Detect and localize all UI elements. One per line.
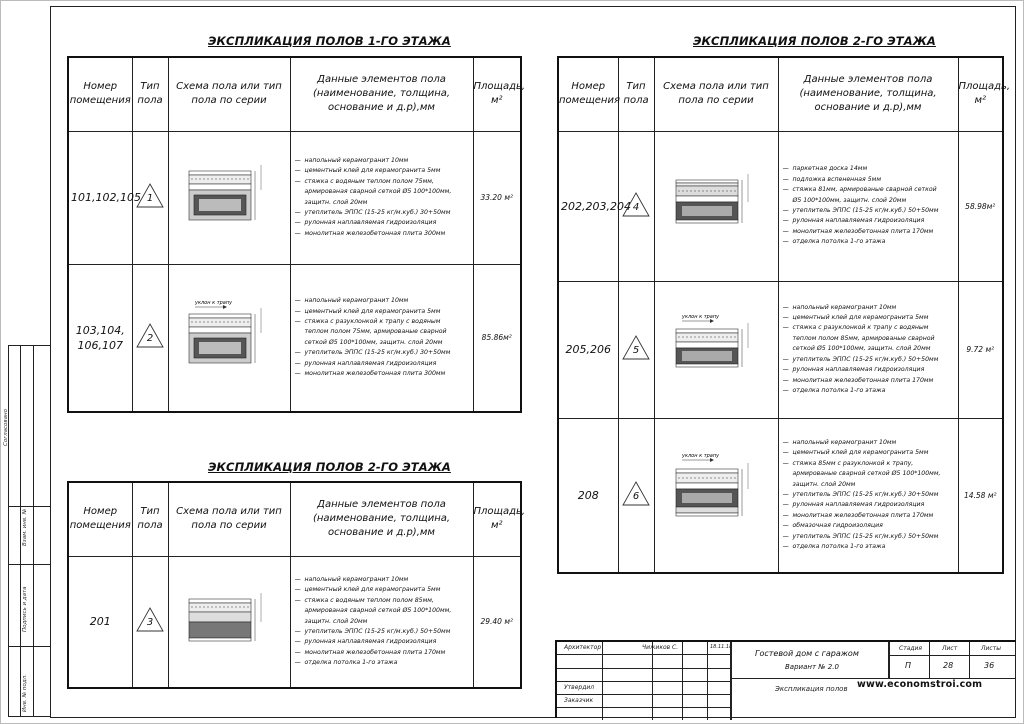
layer-item: — рулонная наплавляемая гидроизоляция xyxy=(294,359,437,367)
room-number: 103,104, 106,107 xyxy=(68,264,132,412)
stamp-label-replace: Взам. инв. № xyxy=(22,508,28,546)
left-stamp xyxy=(3,345,50,717)
layers-cell xyxy=(290,131,473,264)
layer-item: — подложка вспененная 5мм xyxy=(782,175,882,183)
header-room: Номер помещения xyxy=(558,57,618,131)
layer-item: — монолитная железобетонная плита 300мм xyxy=(294,229,446,237)
layer-item: — напольный керамогранит 10мм xyxy=(294,297,409,305)
tb-project-name: Гостевой дом с гаражом xyxy=(755,649,859,658)
layer-item: — цементный клей для керамогранита 5мм xyxy=(294,167,441,175)
tb-date: 18.11.18 xyxy=(710,644,733,650)
floor-section-diagram xyxy=(668,445,764,541)
layer-item: — монолитная железобетонная плита 170мм xyxy=(782,227,934,235)
slope-label: уклон к трапу xyxy=(195,299,233,306)
layer-item: теплом полом 85мм, армированые сварной xyxy=(792,334,935,342)
layer-item: — отделка потолка 1-го этажа xyxy=(782,386,886,394)
layers-cell xyxy=(778,281,958,418)
layers-cell xyxy=(290,556,473,688)
layer-item: — цементный клей для керамогранита 5мм xyxy=(782,449,929,457)
layer-item: армированые сварной сеткой Ø5 100*100мм, xyxy=(792,470,941,478)
type-triangle-icon: 4 xyxy=(622,192,650,217)
layer-item: — напольный керамогранит 10мм xyxy=(782,303,897,311)
tb-sheet-value: 28 xyxy=(943,661,954,670)
tb-architect-name: Чижиков С. xyxy=(642,644,679,651)
tb-divider xyxy=(888,642,890,678)
table-header xyxy=(68,57,521,131)
type-triangle-icon: 2 xyxy=(136,323,164,348)
type-triangle-icon: 6 xyxy=(622,481,650,506)
area-value: 29.40 м² xyxy=(473,556,521,688)
floor-scheme-cell xyxy=(168,131,290,264)
floor-section-diagram xyxy=(668,307,764,389)
layer-item: — напольный керамогранит 10мм xyxy=(782,439,897,447)
stamp-divider xyxy=(9,564,50,565)
type-triangle-icon: 1 xyxy=(136,183,164,208)
tb-sheets-value: 36 xyxy=(984,661,995,670)
layer-item: сеткой Ø5 100*100мм, защитн. слой 20мм xyxy=(792,345,931,353)
stamp-divider xyxy=(9,506,50,507)
tb-stage-value: П xyxy=(905,661,912,670)
floor-scheme-cell xyxy=(654,418,778,573)
header-area: Площадь, м² xyxy=(473,57,521,131)
header-type: Тип пола xyxy=(132,482,168,556)
header-room: Номер помещения xyxy=(68,57,132,131)
layer-item: — рулонная наплавляемая гидроизоляция xyxy=(294,638,437,646)
section-title-floor2-right: ЭКСПЛИКАЦИЯ ПОЛОВ 2-ГО ЭТАЖА xyxy=(693,34,936,48)
layer-list xyxy=(295,156,471,239)
header-scheme: Схема пола или тип пола по серии xyxy=(168,482,290,556)
tb-col-sheets: Листы xyxy=(981,645,1001,652)
type-triangle-icon: 3 xyxy=(136,607,164,632)
stamp-divider xyxy=(9,646,50,647)
layer-item: армированая сварной сеткой Ø5 100*100мм, xyxy=(304,607,452,615)
tb-divider xyxy=(602,642,603,720)
layer-item: защитн. слой 20мм xyxy=(792,480,856,488)
layer-item: — монолитная железобетонная плита 170мм xyxy=(294,648,446,656)
table-header xyxy=(68,482,521,556)
tb-divider xyxy=(652,642,653,720)
layer-item: защитн. слой 20мм xyxy=(304,617,368,625)
floor-scheme-cell xyxy=(168,556,290,688)
layer-item: — паркетная доска 14мм xyxy=(782,165,868,173)
tb-variant: Вариант № 2.0 xyxy=(785,663,839,671)
layer-item: — напольный керамогранит 10мм xyxy=(294,575,409,583)
tb-role-customer: Заказчик xyxy=(564,697,594,704)
area-value: 85.86м² xyxy=(473,264,521,412)
layer-item: — рулонная наплавляемая гидроизоляция xyxy=(294,219,437,227)
table-row xyxy=(68,556,521,688)
layer-item: — утеплитель ЭППС (15-25 кг/м.куб.) 30+50мм xyxy=(294,349,451,357)
stamp-label-inventory: Инв. № подл. xyxy=(22,674,28,712)
layer-item: — рулонная наплавляемая гидроизоляция xyxy=(782,501,925,509)
header-elements: Данные элементов пола (наименование, толщина, основание и д.р),мм xyxy=(290,482,473,556)
layer-item: — рулонная наплавляемая гидроизоляция xyxy=(782,217,925,225)
floor-scheme-cell xyxy=(654,131,778,281)
slope-label: уклон к трапу xyxy=(682,313,720,320)
tb-col-sheet: Лист xyxy=(942,645,958,652)
floor-type-cell xyxy=(618,281,654,418)
tb-divider xyxy=(707,642,708,720)
layer-item: — стяжка с водяным теплом полом 75мм, xyxy=(294,177,434,185)
layer-list xyxy=(783,164,956,247)
tb-divider xyxy=(557,681,730,682)
layer-item: — утеплитель ЭППС (15-25 кг/м.куб.) 30+50мм xyxy=(782,491,939,499)
layers-cell xyxy=(778,418,958,573)
layer-list xyxy=(783,438,956,552)
floor-type-cell xyxy=(132,556,168,688)
area-value: 9.72 м² xyxy=(958,281,1003,418)
floor-type-cell xyxy=(618,131,654,281)
layer-item: — стяжка 85мм с разуклонкой к трапу, xyxy=(782,459,914,467)
floor-type-cell xyxy=(618,418,654,573)
header-scheme: Схема пола или тип пола по серии xyxy=(654,57,778,131)
floor-section-diagram xyxy=(181,155,277,237)
floor-scheme-cell xyxy=(654,281,778,418)
floor-section-diagram xyxy=(181,292,277,380)
tb-divider xyxy=(557,694,730,695)
room-number: 201 xyxy=(68,556,132,688)
room-number: 208 xyxy=(558,418,618,573)
section-title-floor2-left: ЭКСПЛИКАЦИЯ ПОЛОВ 2-ГО ЭТАЖА xyxy=(208,460,451,474)
layer-item: — монолитная железобетонная плита 170мм xyxy=(782,376,934,384)
layers-cell xyxy=(290,264,473,412)
header-elements: Данные элементов пола (наименование, толщина, основание и д.р),мм xyxy=(778,57,958,131)
tb-divider xyxy=(682,642,683,720)
layer-item: защитн. слой 20мм xyxy=(304,198,368,206)
tb-divider xyxy=(929,642,930,678)
floor-section-diagram xyxy=(181,585,277,655)
layer-item: — рулонная наплавляемая гидроизоляция xyxy=(782,366,925,374)
layer-item: — цементный клей для керамогранита 5мм xyxy=(294,307,441,315)
floor-table-1 xyxy=(67,56,526,413)
room-number: 202,203,204 xyxy=(558,131,618,281)
layer-item: — стяжка 81мм, армированые сварной сеткой xyxy=(782,186,937,194)
layer-item: — утеплитель ЭППС (15-25 кг/м.куб.) 50+50мм xyxy=(294,627,451,635)
floor-type-cell xyxy=(132,264,168,412)
floor-table-3 xyxy=(557,56,1011,574)
layer-item: — цементный клей для керамогранита 5мм xyxy=(782,314,929,322)
layer-item: — цементный клей для керамогранита 5мм xyxy=(294,586,441,594)
header-area: Площадь, м² xyxy=(958,57,1003,131)
stamp-label-signature: Подпись и дата xyxy=(22,586,28,632)
layer-item: — отделка потолка 1-го этажа xyxy=(294,659,398,667)
layer-list xyxy=(783,303,956,397)
layer-item: — стяжка с разуклонкой к трапу с водяным xyxy=(782,324,929,332)
layer-list xyxy=(295,296,471,379)
floor-section-diagram xyxy=(668,166,764,242)
tb-divider xyxy=(557,654,730,655)
area-value: 14.58 м² xyxy=(958,418,1003,573)
section-title-floor1: ЭКСПЛИКАЦИЯ ПОЛОВ 1-ГО ЭТАЖА xyxy=(208,34,451,48)
floor-type-cell xyxy=(132,131,168,264)
table-header xyxy=(558,57,1003,131)
table-row xyxy=(558,131,1003,281)
layer-list xyxy=(295,575,471,669)
layer-item: — утеплитель ЭППС (15-25 кг/м.куб.) 50+50мм xyxy=(782,355,939,363)
layer-item: — утеплитель ЭППС (15-25 кг/м.куб.) 30+50мм xyxy=(294,208,451,216)
room-number: 101,102,105 xyxy=(68,131,132,264)
table-row xyxy=(558,281,1003,418)
tb-divider xyxy=(969,642,970,678)
layer-item: — напольный керамогранит 10мм xyxy=(294,156,409,164)
room-number: 205,206 xyxy=(558,281,618,418)
header-elements: Данные элементов пола (наименование, толщина, основание и д.р),мм xyxy=(290,57,473,131)
table-row xyxy=(68,264,521,412)
layer-item: — монолитная железобетонная плита 170мм xyxy=(782,511,934,519)
stamp-divider xyxy=(20,346,21,716)
floor-table-2 xyxy=(67,481,526,689)
layer-item: теплом полом 75мм, армированые сварной xyxy=(304,328,447,336)
tb-role-approved: Утвердил xyxy=(564,684,595,691)
header-type: Тип пола xyxy=(132,57,168,131)
area-value: 58.98м² xyxy=(958,131,1003,281)
slope-label: уклон к трапу xyxy=(682,453,720,460)
stamp-label-agreed: Согласовано xyxy=(3,409,9,446)
tb-divider xyxy=(888,655,1016,656)
layer-item: — стяжка с разуклонкой к трапу с водяным xyxy=(294,317,441,325)
layer-item: — утеплитель ЭППС (15-25 кг/м.куб.) 50+50мм xyxy=(782,532,939,540)
tb-sheet-title: Экспликация полов xyxy=(775,685,848,693)
layer-item: — монолитная железобетонная плита 300мм xyxy=(294,369,446,377)
header-room: Номер помещения xyxy=(68,482,132,556)
layer-item: Ø5 100*100мм, защитн. слой 20мм xyxy=(792,196,907,204)
layers-cell xyxy=(778,131,958,281)
tb-divider xyxy=(557,707,730,708)
layer-item: сеткой Ø5 100*100мм, защитн. слой 20мм xyxy=(304,338,443,346)
type-triangle-icon: 5 xyxy=(622,335,650,360)
header-area: Площадь, м² xyxy=(473,482,521,556)
tb-col-stage: Стадия xyxy=(899,645,923,652)
layer-item: — отделка потолка 1-го этажа xyxy=(782,543,886,551)
table-row xyxy=(68,131,521,264)
tb-divider xyxy=(730,642,732,720)
floor-scheme-cell xyxy=(168,264,290,412)
tb-divider xyxy=(557,668,730,669)
area-value: 33.20 м² xyxy=(473,131,521,264)
website-watermark: www.economstroi.com xyxy=(857,679,983,690)
layer-item: — утеплитель ЭППС (15-25 кг/м.куб.) 50+50мм xyxy=(782,207,939,214)
tb-role-architect: Архитектор xyxy=(564,644,602,651)
header-type: Тип пола xyxy=(618,57,654,131)
layer-item: — обмазочная гидроизоляция xyxy=(782,522,883,530)
layer-item: — отделка потолка 1-го этажа xyxy=(782,238,886,246)
stamp-divider xyxy=(33,346,34,716)
layer-item: — стяжка с водяным теплом полом 85мм, xyxy=(294,596,434,604)
table-row xyxy=(558,418,1003,573)
layer-item: армированая сварной сеткой Ø5 100*100мм, xyxy=(304,188,452,196)
header-scheme: Схема пола или тип пола по серии xyxy=(168,57,290,131)
